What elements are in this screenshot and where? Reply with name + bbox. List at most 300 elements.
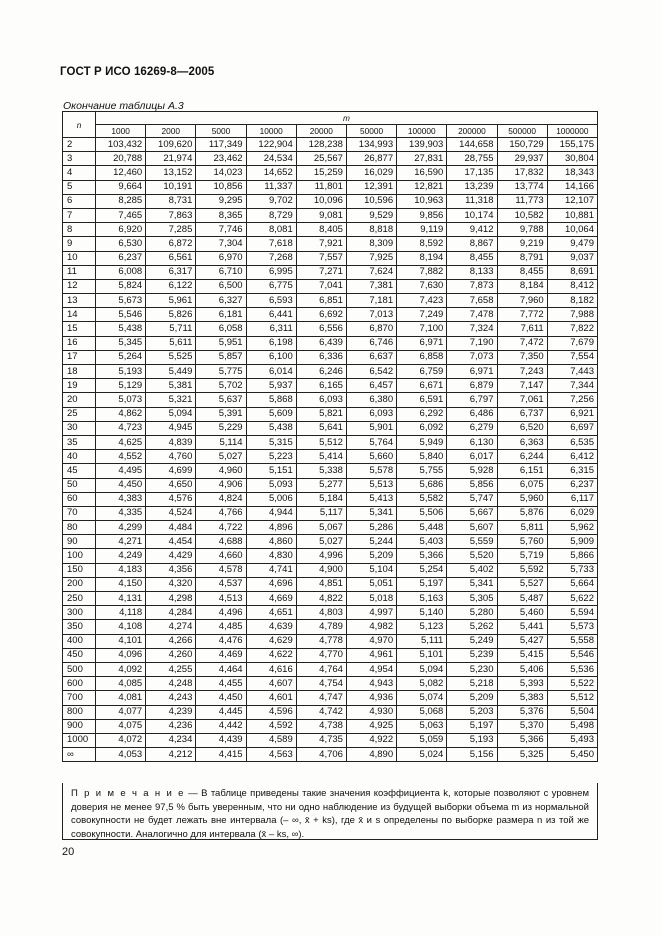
value-cell: 8,081 (246, 223, 296, 237)
value-cell: 26,877 (346, 152, 396, 166)
value-cell: 6,237 (547, 478, 597, 492)
value-cell: 13,152 (146, 166, 196, 180)
value-cell: 5,522 (547, 677, 597, 691)
value-cell: 5,383 (497, 691, 547, 705)
value-cell: 5,928 (447, 464, 497, 478)
coefficient-table (62, 111, 598, 762)
value-cell: 25,567 (296, 152, 346, 166)
table-row (63, 492, 598, 506)
value-cell: 6,995 (246, 265, 296, 279)
value-cell: 5,391 (196, 407, 246, 421)
value-cell: 17,135 (447, 166, 497, 180)
value-cell: 4,455 (196, 677, 246, 691)
value-cell: 5,094 (397, 662, 447, 676)
value-cell: 4,484 (146, 521, 196, 535)
value-cell: 5,840 (397, 450, 447, 464)
value-cell: 5,403 (397, 535, 447, 549)
n-cell: 35 (63, 435, 96, 449)
table-row (63, 521, 598, 535)
value-cell: 6,315 (547, 464, 597, 478)
value-cell: 4,862 (96, 407, 146, 421)
value-cell: 4,651 (246, 606, 296, 620)
value-cell: 6,130 (447, 435, 497, 449)
value-cell: 8,285 (96, 194, 146, 208)
value-cell: 4,236 (146, 719, 196, 733)
value-cell: 6,327 (196, 294, 246, 308)
value-cell: 6,556 (296, 322, 346, 336)
value-cell: 5,345 (96, 336, 146, 350)
table-row (63, 733, 598, 747)
value-cell: 4,299 (96, 521, 146, 535)
value-cell: 8,455 (497, 265, 547, 279)
m-value-header: 50000 (346, 125, 396, 138)
value-cell: 4,669 (246, 592, 296, 606)
value-cell: 9,479 (547, 237, 597, 251)
value-cell: 5,558 (547, 634, 597, 648)
value-cell: 6,122 (146, 279, 196, 293)
m-value-header: 20000 (296, 125, 346, 138)
value-cell: 4,081 (96, 691, 146, 705)
value-cell: 5,611 (146, 336, 196, 350)
value-cell: 7,472 (497, 336, 547, 350)
value-cell: 4,248 (146, 677, 196, 691)
value-cell: 5,641 (296, 421, 346, 435)
value-cell: 5,254 (397, 563, 447, 577)
value-cell: 144,658 (447, 138, 497, 152)
value-cell: 7,746 (196, 223, 246, 237)
value-cell: 8,133 (447, 265, 497, 279)
value-cell: 4,383 (96, 492, 146, 506)
value-cell: 6,561 (146, 251, 196, 265)
value-cell: 7,822 (547, 322, 597, 336)
value-cell: 5,082 (397, 677, 447, 691)
value-cell: 5,341 (447, 577, 497, 591)
value-cell: 9,295 (196, 194, 246, 208)
m-value-header: 200000 (447, 125, 497, 138)
value-cell: 11,801 (296, 180, 346, 194)
table-row (63, 478, 598, 492)
value-cell: 4,429 (146, 549, 196, 563)
value-cell: 6,117 (547, 492, 597, 506)
value-cell: 4,464 (196, 662, 246, 676)
value-cell: 8,818 (346, 223, 396, 237)
value-cell: 4,696 (246, 577, 296, 591)
value-cell: 4,183 (96, 563, 146, 577)
value-cell: 5,450 (547, 748, 597, 762)
value-cell: 6,279 (447, 421, 497, 435)
value-cell: 7,557 (296, 251, 346, 265)
n-cell: 90 (63, 535, 96, 549)
value-cell: 8,867 (447, 237, 497, 251)
value-cell: 5,193 (447, 733, 497, 747)
n-cell: 80 (63, 521, 96, 535)
value-cell: 13,774 (497, 180, 547, 194)
value-cell: 4,072 (96, 733, 146, 747)
value-cell: 4,592 (246, 719, 296, 733)
value-cell: 5,393 (497, 677, 547, 691)
value-cell: 5,527 (497, 577, 547, 591)
n-cell: 16 (63, 336, 96, 350)
table-row (63, 208, 598, 222)
value-cell: 4,789 (296, 620, 346, 634)
value-cell: 6,237 (96, 251, 146, 265)
table-row (63, 648, 598, 662)
table-row (63, 506, 598, 520)
value-cell: 6,412 (547, 450, 597, 464)
table-row (63, 279, 598, 293)
value-cell: 9,856 (397, 208, 447, 222)
n-cell: 800 (63, 705, 96, 719)
value-cell: 4,239 (146, 705, 196, 719)
value-cell: 5,376 (497, 705, 547, 719)
value-cell: 5,094 (146, 407, 196, 421)
page-number: 20 (62, 846, 75, 858)
value-cell: 5,402 (447, 563, 497, 577)
n-cell: 200 (63, 577, 96, 591)
n-cell: 15 (63, 322, 96, 336)
value-cell: 4,442 (196, 719, 246, 733)
value-cell: 6,520 (497, 421, 547, 435)
document-header: ГОСТ Р ИСО 16269-8—2005 (60, 66, 215, 78)
value-cell: 7,443 (547, 365, 597, 379)
value-cell: 10,191 (146, 180, 196, 194)
table-row (63, 379, 598, 393)
value-cell: 4,922 (346, 733, 396, 747)
n-cell: 40 (63, 450, 96, 464)
value-cell: 4,212 (146, 748, 196, 762)
value-cell: 5,493 (547, 733, 597, 747)
value-cell: 4,476 (196, 634, 246, 648)
value-cell: 4,699 (146, 464, 196, 478)
value-cell: 6,593 (246, 294, 296, 308)
value-cell: 5,197 (397, 577, 447, 591)
value-cell: 155,175 (547, 138, 597, 152)
value-cell: 4,890 (346, 748, 396, 762)
value-cell: 4,596 (246, 705, 296, 719)
table-row (63, 677, 598, 691)
value-cell: 14,166 (547, 180, 597, 194)
value-cell: 5,764 (346, 435, 396, 449)
value-cell: 5,868 (246, 393, 296, 407)
value-cell: 9,081 (296, 208, 346, 222)
value-cell: 4,738 (296, 719, 346, 733)
value-cell: 6,858 (397, 350, 447, 364)
value-cell: 4,960 (196, 464, 246, 478)
value-cell: 5,381 (146, 379, 196, 393)
value-cell: 4,944 (246, 506, 296, 520)
value-cell: 10,096 (296, 194, 346, 208)
value-cell: 4,900 (296, 563, 346, 577)
value-cell: 4,629 (246, 634, 296, 648)
value-cell: 5,249 (447, 634, 497, 648)
value-cell: 7,465 (96, 208, 146, 222)
table-row (63, 308, 598, 322)
value-cell: 4,906 (196, 478, 246, 492)
value-cell: 5,114 (196, 435, 246, 449)
value-cell: 4,131 (96, 592, 146, 606)
value-cell: 5,370 (497, 719, 547, 733)
n-cell: ∞ (63, 748, 96, 762)
n-cell: 4 (63, 166, 96, 180)
n-cell: 60 (63, 492, 96, 506)
value-cell: 5,449 (146, 365, 196, 379)
value-cell: 5,960 (497, 492, 547, 506)
value-cell: 4,688 (196, 535, 246, 549)
value-cell: 7,873 (447, 279, 497, 293)
value-cell: 5,006 (246, 492, 296, 506)
value-cell: 5,262 (447, 620, 497, 634)
value-cell: 4,356 (146, 563, 196, 577)
value-cell: 5,063 (397, 719, 447, 733)
value-cell: 5,582 (397, 492, 447, 506)
value-cell: 9,702 (246, 194, 296, 208)
value-cell: 5,664 (547, 577, 597, 591)
value-cell: 6,971 (397, 336, 447, 350)
value-cell: 4,524 (146, 506, 196, 520)
value-cell: 4,930 (346, 705, 396, 719)
m-value-header: 500000 (497, 125, 547, 138)
value-cell: 5,876 (497, 506, 547, 520)
table-row (63, 549, 598, 563)
value-cell: 6,058 (196, 322, 246, 336)
value-cell: 5,229 (196, 421, 246, 435)
value-cell: 4,092 (96, 662, 146, 676)
n-cell: 50 (63, 478, 96, 492)
value-cell: 5,438 (246, 421, 296, 435)
value-cell: 4,415 (196, 748, 246, 762)
value-cell: 4,513 (196, 592, 246, 606)
n-cell: 500 (63, 662, 96, 676)
value-cell: 12,821 (397, 180, 447, 194)
n-cell: 600 (63, 677, 96, 691)
value-cell: 5,244 (346, 535, 396, 549)
value-cell: 14,023 (196, 166, 246, 180)
value-cell: 27,831 (397, 152, 447, 166)
value-cell: 4,284 (146, 606, 196, 620)
value-cell: 4,625 (96, 435, 146, 449)
value-cell: 4,495 (96, 464, 146, 478)
value-cell: 6,100 (246, 350, 296, 364)
value-cell: 5,824 (96, 279, 146, 293)
table-row (63, 450, 598, 464)
value-cell: 9,529 (346, 208, 396, 222)
value-cell: 5,607 (447, 521, 497, 535)
value-cell: 103,432 (96, 138, 146, 152)
value-cell: 5,156 (447, 748, 497, 762)
value-cell: 10,596 (346, 194, 396, 208)
value-cell: 6,697 (547, 421, 597, 435)
value-cell: 5,578 (346, 464, 396, 478)
value-cell: 6,970 (196, 251, 246, 265)
value-cell: 5,140 (397, 606, 447, 620)
n-cell: 350 (63, 620, 96, 634)
n-cell: 10 (63, 251, 96, 265)
value-cell: 8,309 (346, 237, 396, 251)
value-cell: 4,274 (146, 620, 196, 634)
value-cell: 4,860 (246, 535, 296, 549)
value-cell: 4,085 (96, 677, 146, 691)
n-cell: 1000 (63, 733, 96, 747)
value-cell: 5,117 (296, 506, 346, 520)
value-cell: 8,194 (397, 251, 447, 265)
value-cell: 13,239 (447, 180, 497, 194)
value-cell: 7,304 (196, 237, 246, 251)
value-cell: 8,405 (296, 223, 346, 237)
m-value-header: 100000 (397, 125, 447, 138)
value-cell: 4,723 (96, 421, 146, 435)
value-cell: 7,147 (497, 379, 547, 393)
value-cell: 5,325 (497, 748, 547, 762)
value-cell: 5,203 (447, 705, 497, 719)
value-cell: 6,181 (196, 308, 246, 322)
m-value-header: 2000 (146, 125, 196, 138)
value-cell: 6,198 (246, 336, 296, 350)
value-cell: 4,563 (246, 748, 296, 762)
value-cell: 4,118 (96, 606, 146, 620)
value-cell: 9,037 (547, 251, 597, 265)
value-cell: 5,230 (447, 662, 497, 676)
value-cell: 9,788 (497, 223, 547, 237)
value-cell: 5,427 (497, 634, 547, 648)
table-row (63, 322, 598, 336)
value-cell: 6,093 (296, 393, 346, 407)
value-cell: 5,051 (346, 577, 396, 591)
value-cell: 4,735 (296, 733, 346, 747)
value-cell: 7,013 (346, 308, 396, 322)
value-cell: 28,755 (447, 152, 497, 166)
value-cell: 5,184 (296, 492, 346, 506)
value-cell: 5,856 (447, 478, 497, 492)
value-cell: 11,337 (246, 180, 296, 194)
n-cell: 18 (63, 365, 96, 379)
value-cell: 6,292 (397, 407, 447, 421)
value-cell: 4,101 (96, 634, 146, 648)
value-cell: 5,559 (447, 535, 497, 549)
n-cell: 900 (63, 719, 96, 733)
value-cell: 5,747 (447, 492, 497, 506)
value-cell: 4,706 (296, 748, 346, 762)
value-cell: 5,512 (296, 435, 346, 449)
value-cell: 6,317 (146, 265, 196, 279)
value-cell: 4,249 (96, 549, 146, 563)
value-cell: 6,363 (497, 435, 547, 449)
value-cell: 4,589 (246, 733, 296, 747)
value-cell: 16,029 (346, 166, 396, 180)
n-cell: 300 (63, 606, 96, 620)
n-cell: 700 (63, 691, 96, 705)
value-cell: 4,778 (296, 634, 346, 648)
value-cell: 7,925 (346, 251, 396, 265)
table-row (63, 407, 598, 421)
value-cell: 4,766 (196, 506, 246, 520)
value-cell: 8,791 (497, 251, 547, 265)
table-row (63, 705, 598, 719)
table-row (63, 748, 598, 762)
value-cell: 7,882 (397, 265, 447, 279)
value-cell: 4,552 (96, 450, 146, 464)
value-cell: 5,414 (296, 450, 346, 464)
value-cell: 5,209 (346, 549, 396, 563)
value-cell: 6,075 (497, 478, 547, 492)
value-cell: 7,679 (547, 336, 597, 350)
value-cell: 6,759 (397, 365, 447, 379)
value-cell: 7,658 (447, 294, 497, 308)
value-cell: 5,280 (447, 606, 497, 620)
value-cell: 4,622 (246, 648, 296, 662)
value-cell: 5,525 (146, 350, 196, 364)
value-cell: 5,733 (547, 563, 597, 577)
value-cell: 5,673 (96, 294, 146, 308)
value-cell: 4,266 (146, 634, 196, 648)
value-cell: 5,027 (296, 535, 346, 549)
value-cell: 5,059 (397, 733, 447, 747)
value-cell: 7,271 (296, 265, 346, 279)
value-cell: 4,660 (196, 549, 246, 563)
value-cell: 6,014 (246, 365, 296, 379)
value-cell: 4,496 (196, 606, 246, 620)
value-cell: 5,513 (346, 478, 396, 492)
value-cell: 4,450 (96, 478, 146, 492)
value-cell: 7,960 (497, 294, 547, 308)
value-cell: 6,441 (246, 308, 296, 322)
value-cell: 5,366 (497, 733, 547, 747)
table-row (63, 563, 598, 577)
value-cell: 5,660 (346, 450, 396, 464)
value-cell: 4,747 (296, 691, 346, 705)
value-cell: 7,478 (447, 308, 497, 322)
n-cell: 9 (63, 237, 96, 251)
value-cell: 6,797 (447, 393, 497, 407)
value-cell: 5,609 (246, 407, 296, 421)
value-cell: 5,415 (497, 648, 547, 662)
table-row (63, 535, 598, 549)
table-body (63, 138, 598, 762)
value-cell: 7,423 (397, 294, 447, 308)
value-cell: 128,238 (296, 138, 346, 152)
value-cell: 5,711 (146, 322, 196, 336)
value-cell: 5,018 (346, 592, 396, 606)
value-cell: 8,691 (547, 265, 597, 279)
n-cell: 45 (63, 464, 96, 478)
value-cell: 7,772 (497, 308, 547, 322)
value-cell: 6,851 (296, 294, 346, 308)
value-cell: 4,741 (246, 563, 296, 577)
value-cell: 15,259 (296, 166, 346, 180)
n-cell: 13 (63, 294, 96, 308)
table-caption: Окончание таблицы А.3 (63, 100, 184, 112)
value-cell: 5,909 (547, 535, 597, 549)
n-cell: 14 (63, 308, 96, 322)
value-cell: 7,190 (447, 336, 497, 350)
value-cell: 6,775 (246, 279, 296, 293)
m-value-header: 10000 (246, 125, 296, 138)
n-cell: 250 (63, 592, 96, 606)
value-cell: 8,412 (547, 279, 597, 293)
value-cell: 5,321 (146, 393, 196, 407)
value-cell: 7,061 (497, 393, 547, 407)
value-cell: 5,594 (547, 606, 597, 620)
value-cell: 6,017 (447, 450, 497, 464)
value-cell: 4,439 (196, 733, 246, 747)
value-cell: 5,962 (547, 521, 597, 535)
value-cell: 5,223 (246, 450, 296, 464)
value-cell: 10,881 (547, 208, 597, 222)
value-cell: 4,260 (146, 648, 196, 662)
value-cell: 4,335 (96, 506, 146, 520)
value-cell: 7,988 (547, 308, 597, 322)
value-cell: 6,151 (497, 464, 547, 478)
value-cell: 12,391 (346, 180, 396, 194)
